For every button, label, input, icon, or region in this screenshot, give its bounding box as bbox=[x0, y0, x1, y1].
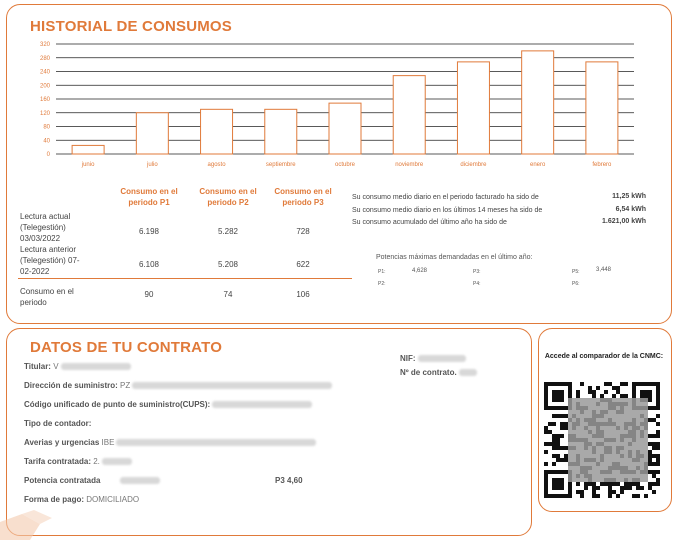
qr-module bbox=[612, 482, 616, 486]
qr-module bbox=[636, 482, 640, 486]
y-tick-label: 240 bbox=[39, 69, 50, 76]
y-tick-label: 200 bbox=[39, 83, 50, 90]
x-tick-label: julio bbox=[146, 162, 158, 168]
cups-label: Código unificado de punto de suministro(CUPS): bbox=[24, 400, 211, 409]
cell-anterior-p2: 5.208 bbox=[217, 260, 239, 269]
qr-module bbox=[616, 494, 620, 498]
qr-module bbox=[592, 482, 596, 486]
qr-redaction bbox=[568, 398, 648, 482]
qr-module bbox=[656, 470, 660, 474]
bar-febrero bbox=[586, 62, 618, 154]
tarifa-label: Tarifa contratada: bbox=[24, 457, 91, 466]
titular-label: Titular: bbox=[24, 362, 51, 371]
qr-module bbox=[652, 490, 656, 494]
qr-module bbox=[548, 430, 552, 434]
averias-label: Averias y urgencias bbox=[24, 438, 100, 447]
potencia-p1-label: P1: bbox=[378, 269, 386, 275]
redacted-cups bbox=[212, 401, 312, 408]
qr-finder bbox=[552, 478, 564, 490]
qr-module bbox=[604, 390, 608, 394]
qr-module bbox=[648, 418, 652, 422]
qr-module bbox=[580, 382, 584, 386]
x-tick-label: junio bbox=[81, 162, 95, 168]
x-tick-label: diciembre bbox=[460, 162, 487, 168]
summary-text-1: Su consumo medio diario en el periodo facturado ha sido de bbox=[352, 194, 539, 201]
bar-agosto bbox=[201, 109, 233, 154]
qr-module bbox=[544, 442, 548, 446]
qr-module bbox=[652, 474, 656, 478]
redacted-nif bbox=[418, 355, 466, 362]
qr-module bbox=[588, 482, 592, 486]
qr-module bbox=[656, 430, 660, 434]
qr-module bbox=[656, 442, 660, 446]
bar-enero bbox=[522, 51, 554, 154]
contrato-label: Nº de contrato. bbox=[400, 368, 457, 377]
qr-module bbox=[556, 458, 560, 462]
qr-module bbox=[564, 458, 568, 462]
qr-module bbox=[620, 486, 624, 490]
qr-module bbox=[564, 454, 568, 458]
cell-consumo-p3: 106 bbox=[296, 290, 310, 299]
bar-noviembre bbox=[393, 76, 425, 154]
qr-module bbox=[648, 454, 652, 458]
qr-module bbox=[608, 486, 612, 490]
y-tick-label: 160 bbox=[39, 97, 50, 103]
qr-module bbox=[544, 430, 548, 434]
x-tick-label: agosto bbox=[207, 162, 226, 168]
row-label-anterior: Lectura anterior (Telegestión) 07-02-2022 bbox=[20, 245, 80, 276]
cell-actual-p3: 728 bbox=[296, 227, 310, 236]
qr-module bbox=[544, 450, 548, 454]
cell-consumo-p1: 90 bbox=[144, 290, 154, 299]
nif-row bbox=[400, 354, 466, 363]
redacted-titular bbox=[61, 363, 131, 370]
potencia-p5-value: 3,448 bbox=[596, 267, 612, 273]
qr-module bbox=[656, 434, 660, 438]
cell-anterior-p1: 6.108 bbox=[138, 260, 160, 269]
titular-row bbox=[24, 362, 131, 371]
potencia-p4-label: P4: bbox=[473, 281, 481, 287]
direccion-value: PZ bbox=[120, 381, 131, 390]
cell-consumo-p2: 74 bbox=[223, 290, 233, 299]
qr-module bbox=[656, 414, 660, 418]
qr-module bbox=[648, 458, 652, 462]
qr-module bbox=[648, 470, 652, 474]
pago-label: Forma de pago: bbox=[24, 495, 85, 504]
x-tick-label: enero bbox=[529, 162, 546, 168]
contrato-row bbox=[400, 368, 477, 377]
averias-row bbox=[24, 438, 316, 447]
qr-module bbox=[632, 482, 636, 486]
summary-text-2: Su consumo medio diario en los últimos 14 meses ha sido de bbox=[352, 207, 543, 214]
qr-module bbox=[584, 486, 588, 490]
qr-module bbox=[656, 446, 660, 450]
cell-actual-p2: 5.282 bbox=[217, 227, 239, 236]
pago-value: DOMICILIADO bbox=[86, 495, 140, 504]
qr-code-icon[interactable] bbox=[544, 382, 660, 498]
qr-module bbox=[628, 482, 632, 486]
bar-octubre bbox=[329, 103, 361, 154]
qr-module bbox=[608, 482, 612, 486]
cell-anterior-p3: 622 bbox=[296, 260, 310, 269]
qr-module bbox=[552, 422, 556, 426]
bar-diciembre bbox=[457, 62, 489, 154]
redacted-contrato bbox=[459, 369, 477, 376]
qr-module bbox=[612, 386, 616, 390]
potencia-p5-label: P5: bbox=[572, 269, 580, 275]
averias-value: IBE bbox=[101, 438, 115, 447]
qr-module bbox=[656, 458, 660, 462]
qr-module bbox=[644, 494, 648, 498]
qr-module bbox=[632, 494, 636, 498]
qr-module bbox=[616, 386, 620, 390]
qr-module bbox=[652, 470, 656, 474]
qr-module bbox=[652, 442, 656, 446]
qr-module bbox=[564, 446, 568, 450]
qr-module bbox=[544, 426, 548, 430]
potencias-title: Potencias máximas demandadas en el último año: bbox=[376, 254, 533, 261]
redacted-averias bbox=[116, 439, 316, 446]
qr-module bbox=[648, 442, 652, 446]
qr-module bbox=[576, 394, 580, 398]
qr-module bbox=[548, 442, 552, 446]
qr-module bbox=[656, 454, 660, 458]
qr-module bbox=[608, 490, 612, 494]
qr-module bbox=[648, 482, 652, 486]
qr-module bbox=[552, 438, 556, 442]
cell-actual-p1: 6.198 bbox=[138, 227, 160, 236]
x-tick-label: noviembre bbox=[395, 162, 424, 168]
qr-module bbox=[608, 494, 612, 498]
qr-module bbox=[600, 482, 604, 486]
summary-text-3: Su consumo acumulado del último año ha sido de bbox=[352, 219, 507, 226]
qr-module bbox=[552, 414, 556, 418]
qr-module bbox=[616, 482, 620, 486]
y-tick-label: 120 bbox=[39, 110, 50, 117]
qr-module bbox=[548, 422, 552, 426]
qr-module bbox=[624, 382, 628, 386]
qr-module bbox=[604, 382, 608, 386]
qr-module bbox=[592, 494, 596, 498]
pago-row bbox=[24, 495, 139, 504]
qr-module bbox=[596, 494, 600, 498]
qr-module bbox=[560, 446, 564, 450]
qr-module bbox=[620, 382, 624, 386]
qr-module bbox=[656, 462, 660, 466]
qr-module bbox=[656, 478, 660, 482]
qr-finder bbox=[552, 390, 564, 402]
qr-module bbox=[576, 490, 580, 494]
qr-module bbox=[648, 434, 652, 438]
tarifa-value: 2. bbox=[93, 457, 100, 466]
y-tick-label: 40 bbox=[43, 138, 50, 145]
qr-module bbox=[552, 446, 556, 450]
redacted-potencia bbox=[120, 477, 160, 484]
qr-module bbox=[596, 386, 600, 390]
y-tick-label: 80 bbox=[43, 124, 50, 131]
qr-module bbox=[552, 454, 556, 458]
qr-module bbox=[592, 490, 596, 494]
table-divider bbox=[18, 278, 352, 279]
qr-module bbox=[652, 418, 656, 422]
bar-septiembre bbox=[265, 109, 297, 154]
summary-value-1: 11,25 kWh bbox=[612, 193, 646, 200]
qr-module bbox=[636, 486, 640, 490]
potencia-p3-label: P3: bbox=[473, 269, 481, 275]
qr-module bbox=[576, 482, 580, 486]
qr-module bbox=[556, 446, 560, 450]
bar-junio bbox=[72, 145, 104, 154]
qr-module bbox=[656, 422, 660, 426]
bar-julio bbox=[136, 113, 168, 154]
qr-module bbox=[552, 434, 556, 438]
y-tick-label: 0 bbox=[46, 152, 50, 158]
potencia-row bbox=[24, 476, 160, 485]
qr-module bbox=[544, 462, 548, 466]
y-tick-label: 280 bbox=[39, 55, 50, 62]
x-tick-label: febrero bbox=[592, 162, 612, 168]
qr-module bbox=[628, 486, 632, 490]
potencia-p2-label: P2: bbox=[378, 281, 386, 287]
qr-module bbox=[620, 394, 624, 398]
x-tick-label: septiembre bbox=[265, 162, 296, 168]
qr-module bbox=[592, 390, 596, 394]
potencia-p3-value: P3 4,60 bbox=[275, 476, 303, 485]
qr-module bbox=[560, 422, 564, 426]
summary-value-3: 1.621,00 kWh bbox=[602, 218, 646, 225]
redacted-tarifa bbox=[102, 458, 132, 465]
header-p3: Consumo en el periodo P3 bbox=[274, 187, 332, 207]
qr-module bbox=[560, 458, 564, 462]
qr-module bbox=[560, 414, 564, 418]
qr-module bbox=[584, 482, 588, 486]
direccion-label: Dirección de suministro: bbox=[24, 381, 118, 390]
row-label-consumo: Consumo en el periodo bbox=[20, 287, 74, 307]
qr-module bbox=[576, 390, 580, 394]
qr-module bbox=[556, 414, 560, 418]
summary-value-2: 6,54 kWh bbox=[615, 206, 646, 213]
nif-label: NIF: bbox=[400, 354, 416, 363]
qr-module bbox=[552, 442, 556, 446]
qr-module bbox=[596, 486, 600, 490]
qr-module bbox=[592, 486, 596, 490]
qr-module bbox=[640, 486, 644, 490]
qr-module bbox=[636, 494, 640, 498]
qr-module bbox=[600, 394, 604, 398]
row-label-actual: Lectura actual (Telegestión) 03/03/2022 bbox=[20, 212, 71, 243]
qr-module bbox=[624, 394, 628, 398]
contador-label: Tipo de contador: bbox=[24, 419, 92, 428]
redacted-direccion bbox=[132, 382, 332, 389]
qr-module bbox=[652, 462, 656, 466]
qr-module bbox=[624, 486, 628, 490]
qr-title: Accede al comparador de la CNMC: bbox=[544, 353, 664, 360]
consumption-chart bbox=[26, 34, 640, 174]
cups-row bbox=[24, 400, 312, 409]
qr-module bbox=[624, 482, 628, 486]
qr-module bbox=[560, 426, 564, 430]
qr-module bbox=[564, 422, 568, 426]
qr-module bbox=[652, 454, 656, 458]
qr-module bbox=[556, 454, 560, 458]
qr-module bbox=[564, 426, 568, 430]
header-p2: Consumo en el periodo P2 bbox=[199, 187, 257, 207]
qr-module bbox=[652, 434, 656, 438]
qr-module bbox=[552, 462, 556, 466]
potencia-label: Potencia contratada bbox=[24, 476, 101, 485]
potencia-p6-label: P6: bbox=[572, 281, 580, 287]
qr-module bbox=[648, 486, 652, 490]
qr-module bbox=[648, 462, 652, 466]
qr-module bbox=[620, 490, 624, 494]
qr-module bbox=[612, 394, 616, 398]
qr-module bbox=[604, 482, 608, 486]
x-tick-label: octubre bbox=[334, 162, 356, 168]
qr-module bbox=[560, 434, 564, 438]
history-title: HISTORIAL DE CONSUMOS bbox=[30, 18, 232, 35]
contract-title: DATOS DE TU CONTRATO bbox=[30, 339, 223, 356]
potencia-p1-value: 4,628 bbox=[412, 268, 428, 274]
y-tick-label: 320 bbox=[39, 42, 50, 48]
titular-value: V bbox=[53, 362, 59, 371]
qr-module bbox=[556, 434, 560, 438]
qr-module bbox=[580, 494, 584, 498]
qr-module bbox=[608, 382, 612, 386]
qr-module bbox=[656, 482, 660, 486]
qr-module bbox=[580, 490, 584, 494]
qr-module bbox=[588, 386, 592, 390]
qr-module bbox=[648, 450, 652, 454]
decorative-corner-icon bbox=[0, 510, 60, 540]
qr-module bbox=[588, 390, 592, 394]
header-p1: Consumo en el periodo P1 bbox=[120, 187, 178, 207]
qr-module bbox=[556, 442, 560, 446]
qr-module bbox=[612, 490, 616, 494]
qr-module bbox=[556, 438, 560, 442]
direccion-row bbox=[24, 381, 332, 390]
qr-module bbox=[616, 390, 620, 394]
tarifa-row bbox=[24, 457, 132, 466]
qr-module bbox=[652, 482, 656, 486]
qr-module bbox=[564, 414, 568, 418]
qr-module bbox=[652, 446, 656, 450]
qr-module bbox=[592, 394, 596, 398]
